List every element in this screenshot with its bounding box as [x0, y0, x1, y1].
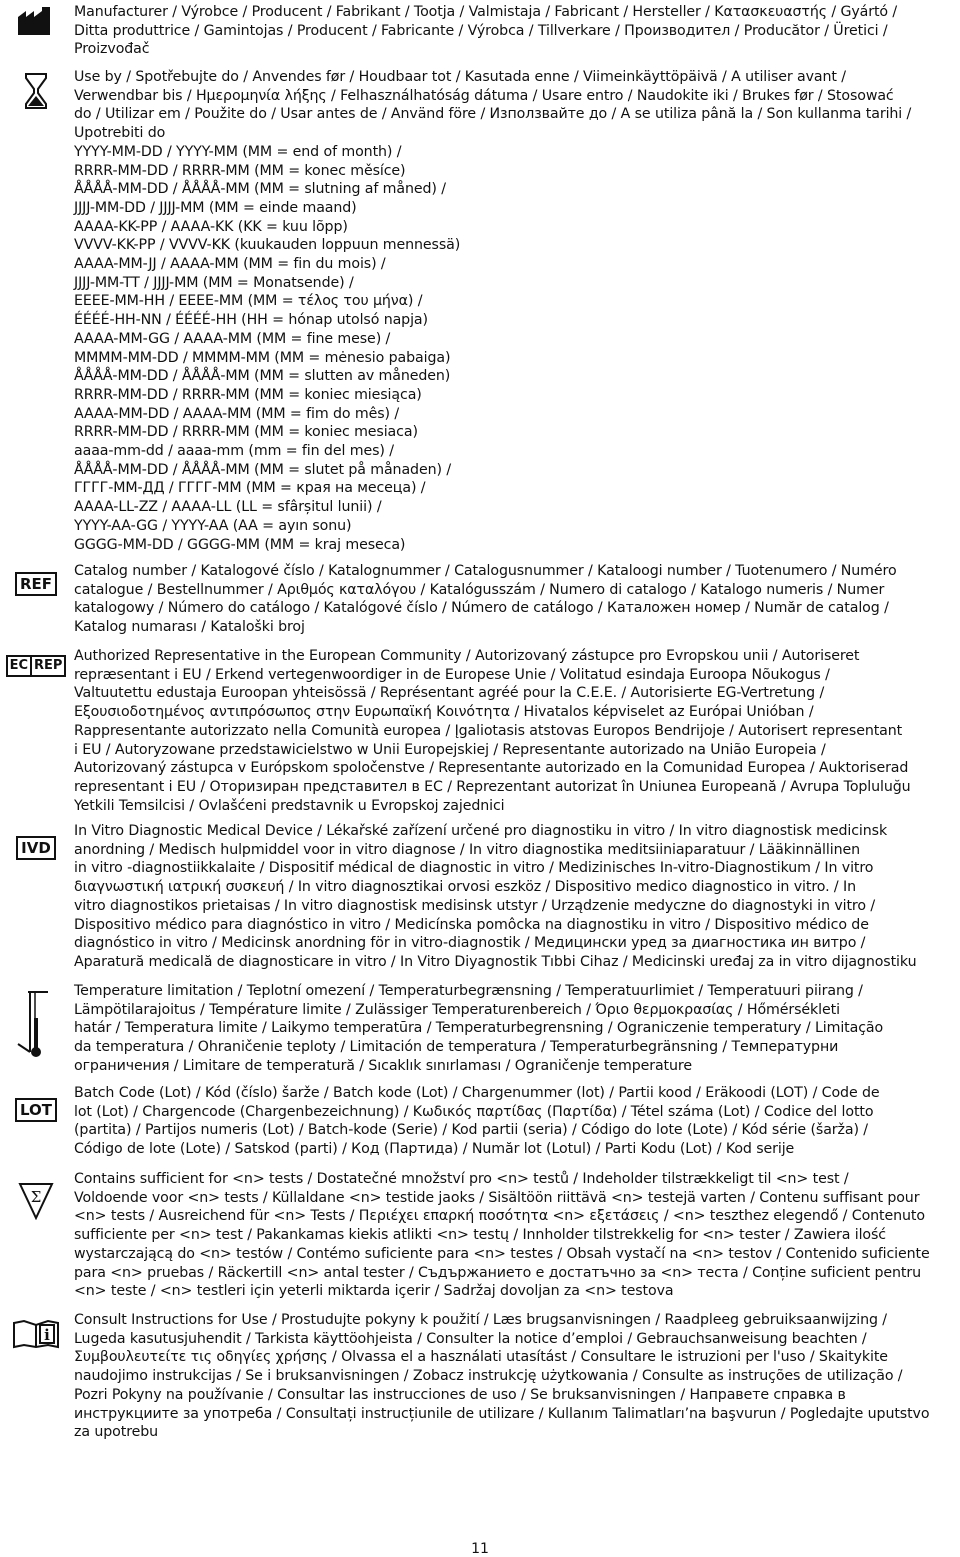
catalog-number-text [74, 562, 956, 637]
text-line: RRRR-MM-DD / RRRR-MM (MM = konec měsíce) [74, 162, 406, 179]
text-line: repræsentant i EU / Erkend vertegenwoordiger in de Europese Unie / Volitatud esindaja Euroopa Nõukogus / [74, 666, 830, 683]
text-line: <n> tests / Ausreichend für <n> Tests / Περιέχει επαρκή ποσότητα <n> εξετάσεις / <n> teszthez elegendő / Contenuto [74, 1208, 925, 1225]
text-line: naudojimo instrukcijas / Se i bruksanvisningen / Zobacz instrukcję użytkowania / Consulte as instruções de utilização / [74, 1368, 903, 1385]
text-line: In Vitro Diagnostic Medical Device / Lékařské zařízení určené pro diagnostiku in vitro / In vitro diagnostisk medicinsk [74, 823, 888, 839]
text-line: ÅÅÅÅ-MM-DD / ÅÅÅÅ-MM (MM = slutning af måned) / [74, 181, 446, 198]
text-line: Voldoende voor <n> tests / Küllaldane <n> testide jaoks / Sisältöön riittävä <n> testejä varten / Contenu suffisant pour [74, 1189, 920, 1206]
text-line: határ / Temperatura limite / Laikymo temperatūra / Temperaturbegrensning / Ograniczenie temperatury / Limitação [74, 1020, 884, 1037]
rep-label: REP [30, 657, 64, 675]
text-line: Yetkili Temsilcisi / Ovlašćeni predstavnik u Evropskoj zajednici [74, 797, 505, 814]
svg-text:Σ: Σ [30, 1188, 42, 1206]
text-line: RRRR-MM-DD / RRRR-MM (MM = koniec miesiąca) [74, 386, 422, 403]
text-line: JJJJ-MM-TT / JJJJ-MM (MM = Monatsende) / [74, 274, 354, 291]
text-line: AAAA-KK-PP / AAAA-KK (KK = kuu lõpp) [74, 218, 348, 235]
text-line: Συμβουλευτείτε τις οδηγίες χρήσης / Olvassa el a használati utasítást / Consultare le istruzioni per l'uso / Skaitykite [74, 1349, 888, 1366]
text-line: ограничения / Limitare de temperatură / Sıcaklık sınırlaması / Ograničenje temperature [74, 1057, 692, 1074]
text-line: AAAA-MM-GG / AAAA-MM (MM = fine mese) / [74, 330, 391, 347]
text-line: Use by / Spotřebujte do / Anvendes før / Houdbaar tot / Kasutada enne / Viimeinkäyttöpäivä / A utiliser avant / [74, 69, 846, 85]
text-line: lot (Lot) / Chargencode (Chargenbezeichnung) / Κωδικός παρτίδας (Παρτίδα) / Tétel száma (Lot) / Codice del lotto [74, 1103, 874, 1120]
instructions-text [74, 1311, 956, 1442]
text-line: wystarczającą do <n> testów / Contémo suficiente para <n> testes / Obsah vystačí na <n> testov / Contenido suficiente [74, 1245, 930, 1262]
text-line: Lämpötilarajoitus / Température limite / Zulässiger Temperaturenbereich / Όριο θερμοκρασίας / Hőmérsékleti [74, 1001, 840, 1018]
text-line: do / Utilizar em / Použite do / Usar antes de / Använd före / Използвайте до / A se utiliza până la / Son kullanma tarihi / [74, 106, 912, 123]
lot-text [74, 1084, 956, 1159]
text-line: YYYY-AA-GG / YYYY-AA (AA = ayın sonu) [74, 517, 352, 534]
text-line: Consult Instructions for Use / Prostudujte pokyny k použití / Læs brugsanvisningen / Raadpleeg gebruiksaanwijzing / [74, 1312, 887, 1328]
page-number: 11 [471, 1541, 489, 1557]
temperature-text [74, 982, 956, 1076]
ref-symbol: REF [15, 572, 57, 596]
text-line: vitro diagnostikos prietaisas / In vitro diagnostisk medisinsk utstyr / Urządzenie medyczne do diagnostyki in vitro / [74, 897, 876, 914]
use-by-text [74, 68, 956, 554]
text-line: Upotrebiti do [74, 125, 166, 142]
lot-symbol: LOT [15, 1098, 57, 1122]
text-line: <n> teste / <n> testleri için yeterli miktarda içerir / Sadržaj dovoljan za <n> testova [74, 1283, 674, 1300]
text-line: ÉÉÉÉ-HH-NN / ÉÉÉÉ-HH (HH = hónap utolsó napja) [74, 312, 428, 329]
text-line: AAAA-MM-JJ / AAAA-MM (MM = fin du mois) / [74, 256, 386, 273]
text-line: MMMM-MM-DD / MMMM-MM (MM = mėnesio pabaiga) [74, 349, 451, 366]
text-line: AAAA-LL-ZZ / AAAA-LL (LL = sfârșitul lunii) / [74, 499, 382, 516]
ec-label: EC [9, 658, 28, 673]
text-line: Katalog numarası / Kataloški broj [74, 619, 305, 636]
text-line: Código de lote (Lote) / Satskod (parti) / Код (Партида) / Număr lot (Lotul) / Parti Kodu (Lot) / Kod serije [74, 1141, 795, 1158]
text-line: VVVV-KK-PP / VVVV-KK (kuukauden loppuun mennessä) [74, 237, 461, 254]
text-line: sufficiente per <n> test / Pakankamas kiekis atlikti <n> testų / Innholder tilstrekkelig for <n> tester / Zawiera ilość [74, 1227, 886, 1244]
text-line: Catalog number / Katalogové číslo / Katalognummer / Catalogusnummer / Kataloogi number / Tuotenumero / Numéro [74, 563, 897, 579]
manufacturer-icon [8, 5, 64, 37]
ec-rep-text [74, 647, 956, 815]
text-line: ΕΕΕΕ-ΜΜ-ΗΗ / ΕΕΕΕ-ΜΜ (ΜΜ = τέλος του μήνα) / [74, 293, 423, 310]
text-line: διαγνωστική ιατρική συσκευή / In vitro diagnosztikai orvosi eszköz / Dispositivo medico diagnostico in vitro. / In [74, 879, 856, 896]
text-line: (partita) / Partijos numeris (Lot) / Batch-kode (Serie) / Kod partii (seria) / Código do lote (Lote) / Kód série (šarža) / [74, 1122, 868, 1139]
text-line: anordning / Medisch hulpmiddel voor in vitro diagnose / In vitro diagnostika meditsiiniaparatuur / Lääkinnällinen [74, 841, 860, 858]
text-line: Ditta produttrice / Gamintojas / Producent / Fabricante / Výrobca / Tillverkare / Производител / Producător / Üretici / [74, 22, 888, 39]
book-info-icon [8, 1319, 64, 1349]
text-line: ÅÅÅÅ-MM-DD / ÅÅÅÅ-MM (MM = slutten av måneden) [74, 368, 451, 385]
text-line: Dispositivo médico para diagnóstico in vitro / Medicínska pomôcka na diagnostiku in vitro / Dispositivo médico de [74, 916, 869, 933]
text-line: Lugeda kasutusjuhendit / Tarkista käyttöohjeista / Consulter la notice d’emploi / Gebrauchsanweisung beachten / [74, 1330, 867, 1347]
hourglass-icon [8, 72, 64, 110]
text-line: Valtuutettu edustaja Euroopan yhteisössä / Représentant agréé pour la C.E.E. / Autorisierte EG-Vertretung / [74, 685, 825, 702]
text-line: Manufacturer / Výrobce / Producent / Fabrikant / Tootja / Valmistaja / Fabricant / Hersteller / Κατασκευαστής / Gyártó / [74, 4, 898, 20]
text-line: RRRR-MM-DD / RRRR-MM (MM = koniec mesiaca) [74, 424, 418, 441]
text-line: ÅÅÅÅ-MM-DD / ÅÅÅÅ-MM (MM = slutet på månaden) / [74, 461, 451, 478]
text-line: Verwendbar bis / Ημερομηνία λήξης / Felhasználhatóság dátuma / Usare entro / Naudokite iki / Brukes før / Stosować [74, 87, 894, 104]
text-line: Pozri Pokyny na používanie / Consultar las instrucciones de uso / Se bruksanvisningen / Направете справка в [74, 1386, 846, 1403]
text-line: AAAA-MM-DD / AAAA-MM (MM = fim do mês) / [74, 405, 400, 422]
text-line: representant i EU / Оторизиран представител в ЕС / Reprezentant autorizat în Uniunea Europeană / Avrupa Topluluğu [74, 778, 911, 795]
text-line: aaaa-mm-dd / aaaa-mm (mm = fin del mes) / [74, 443, 394, 460]
ivd-symbol: IVD [16, 836, 56, 860]
text-line: catalogue / Bestellnummer / Αριθμός καταλόγου / Katalógusszám / Numero di catalogo / Katalogo numeris / Numer [74, 581, 885, 598]
text-line: Proizvođač [74, 41, 150, 58]
svg-text:i: i [44, 1326, 50, 1344]
text-line: JJJJ-MM-DD / JJJJ-MM (MM = einde maand) [74, 199, 357, 216]
text-line: Temperature limitation / Teplotní omezení / Temperaturbegrænsning / Temperatuurlimiet / Temperatuuri piirang / [74, 983, 863, 999]
text-line: Contains sufficient for <n> tests / Dostatečné množství pro <n> testů / Indeholder tilstrækkeligt til <n> test / [74, 1171, 849, 1187]
text-line: da temperatura / Ohraničenie teploty / Limitación de temperatura / Temperaturbegränsning / Температурни [74, 1039, 839, 1056]
text-line: YYYY-MM-DD / YYYY-MM (MM = end of month) / [74, 143, 402, 160]
text-line: diagnóstico in vitro / Medicinsk anordning för in vitro-diagnostik / Медицински уред за диагностика ин витро / [74, 935, 866, 952]
sufficient-tests-text [74, 1170, 956, 1301]
text-line: katalogowy / Número do catálogo / Katalógové číslo / Número de catálogo / Каталожен номер / Număr de catalog / [74, 600, 889, 617]
text-line: Authorized Representative in the European Community / Autorizovaný zástupce pro Evropskou unii / Autoriseret [74, 648, 860, 664]
text-line: in vitro -diagnostiikkalaite / Dispositif médical de diagnostic in vitro / Medizinisches In-vitro-Diagnostikum / In vitro [74, 860, 874, 877]
text-line: para <n> pruebas / Räckertill <n> antal tester / Съдържанието е достатъчно за <n> теста / Conține suficient pentru [74, 1264, 921, 1281]
sigma-triangle-icon [8, 1180, 64, 1220]
manufacturer-text [74, 3, 956, 59]
text-line: Εξουσιοδοτημένος αντιπρόσωπος στην Ευρωπαϊκή Κοινότητα / Hivatalos képviselet az Európai Unióban / [74, 704, 814, 721]
text-line: ГГГГ-ММ-ДД / ГГГГ-ММ (ММ = края на месеца) / [74, 480, 426, 497]
text-line: Autorizovaný zástupca v Európskom spoločenstve / Representante autorizado en la Comunidad Europea / Auktoriserad [74, 760, 909, 777]
text-line: инструкциите за употреба / Consultați instrucțiunile de utilizare / Kullanım Talimatları’na başvurun / Pogledajte uputstvo [74, 1405, 930, 1422]
text-line: GGGG-MM-DD / GGGG-MM (MM = kraj meseca) [74, 536, 406, 553]
thermometer-icon [8, 988, 64, 1062]
text-line: Batch Code (Lot) / Kód (číslo) šarže / Batch kode (Lot) / Chargenummer (lot) / Partii kood / Eräkoodi (LOT) / Code de [74, 1085, 880, 1101]
text-line: Aparatură medicală de diagnosticare in vitro / In Vitro Diyagnostik Tıbbi Cihaz / Medicinski uređaj za in vitro dijagnostiku [74, 953, 917, 970]
text-line: i EU / Autoryzowane przedstawicielstwo w Unii Europejskiej / Representante autorizado na União Europeia / [74, 741, 826, 758]
ivd-text [74, 822, 956, 972]
ec-rep-symbol [6, 655, 67, 677]
text-line: za upotrebu [74, 1424, 159, 1441]
text-line: Rappresentante autorizzato nella Comunità europea / Įgaliotasis atstovas Europos Bendrijoje / Autorisert representant [74, 722, 903, 739]
